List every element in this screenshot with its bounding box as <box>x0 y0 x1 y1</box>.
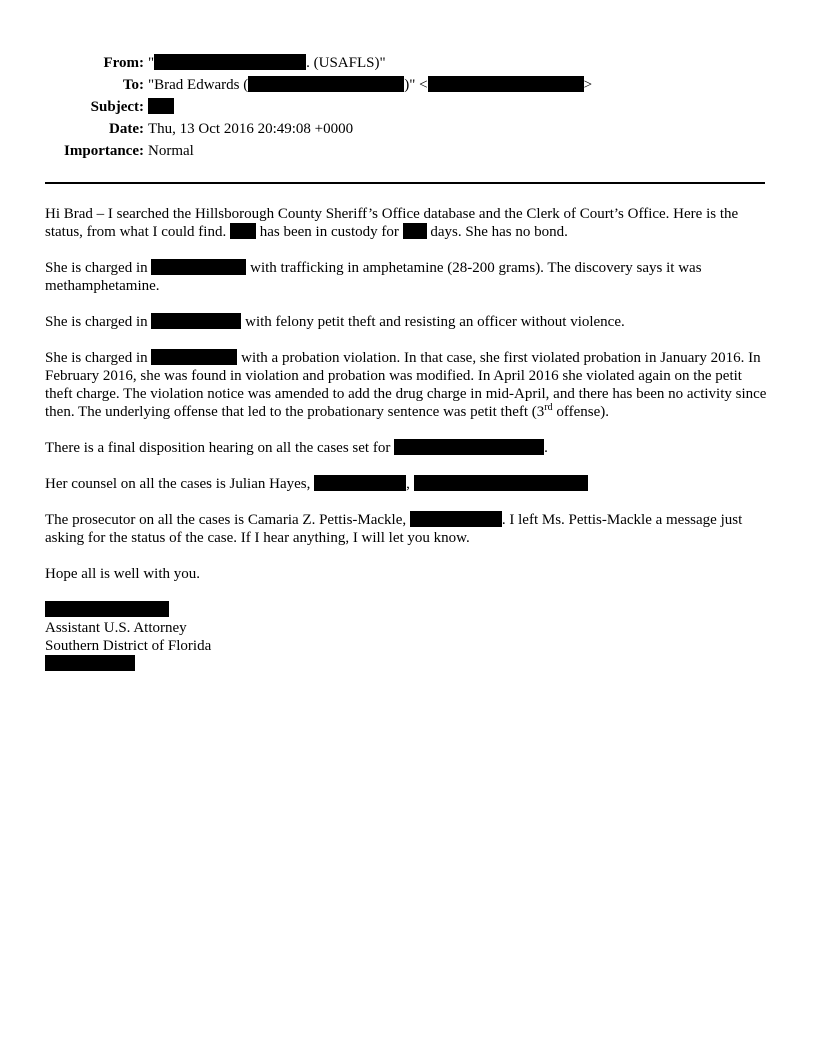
importance-label: Importance: <box>64 143 144 159</box>
paragraph-closing: Hope all is well with you. <box>45 566 200 582</box>
text-segment: with trafficking in amphetamine (28-200 grams). The discovery says it was methamphetamine. <box>45 260 702 294</box>
paragraph-hearing <box>45 439 769 457</box>
redaction-box <box>403 223 427 239</box>
from-value-prefix: " <box>148 55 155 71</box>
text-segment: Her counsel on all the cases is Julian Hayes, <box>45 476 315 492</box>
to-value <box>148 76 592 94</box>
to-label: To: <box>122 77 144 93</box>
from-value <box>148 54 386 72</box>
redaction-box <box>154 54 306 70</box>
redaction-box <box>45 601 169 617</box>
redaction-box <box>151 313 241 329</box>
text-segment: with felony petit theft and resisting an officer without violence. <box>241 314 625 330</box>
text-segment: The prosecutor on all the cases is Camaria Z. Pettis-Mackle, <box>45 512 410 528</box>
paragraph-prosecutor <box>45 511 769 547</box>
redaction-box <box>45 655 135 671</box>
redaction-box <box>148 98 174 114</box>
redaction-box <box>248 76 404 92</box>
text-segment: , <box>406 476 414 492</box>
email-body <box>45 205 769 673</box>
subject-value <box>148 98 174 116</box>
signature-block <box>45 601 769 673</box>
to-value-suffix: > <box>583 77 593 93</box>
redaction-box <box>428 76 584 92</box>
redaction-box <box>314 475 406 491</box>
redaction-box <box>410 511 502 527</box>
redaction-box <box>230 223 256 239</box>
redaction-box <box>394 439 544 455</box>
redaction-box <box>151 349 237 365</box>
subject-row <box>0 98 816 120</box>
redaction-box <box>414 475 588 491</box>
paragraph-charge-theft <box>45 313 769 331</box>
ordinal-superscript: rd <box>544 402 553 413</box>
text-segment: . I left Ms. Pettis-Mackle a message just asking for the status of the case. If I hear anything, I will let you know. <box>45 512 743 546</box>
to-value-middle: )" < <box>404 77 428 93</box>
text-segment: days. She has no bond. <box>426 224 568 240</box>
text-segment: with a probation violation. In that case, she first violated probation in January 2016. In February 2016, she was found in violation and probation was modified. In April 2016 she violated again on the petit theft charge. The violation notice was amended to add the drug charge in mid-April, and there has been no activity since then. The underlying offense that led to the probationary sentence was petit theft (3 <box>45 350 767 420</box>
from-value-suffix: . (USAFLS)" <box>306 55 386 71</box>
paragraph-counsel <box>45 475 769 493</box>
paragraph-status <box>45 205 769 241</box>
importance-value: Normal <box>148 143 194 159</box>
text-segment: She is charged in <box>45 260 152 276</box>
signature-contact <box>45 655 769 673</box>
subject-label: Subject: <box>90 99 144 115</box>
text-segment: has been in custody for <box>255 224 403 240</box>
importance-row <box>0 142 816 164</box>
redaction-box <box>151 259 246 275</box>
paragraph-charge-trafficking <box>45 259 769 295</box>
signature-name <box>45 601 769 619</box>
text-segment: Hi Brad – I searched the Hillsborough County Sheriff’s Office database and the Clerk of Court’s Office. Here is the status, from what I could find. <box>45 206 739 240</box>
paragraph-charge-probation <box>45 349 769 421</box>
date-label: Date: <box>109 121 144 137</box>
email-header <box>0 54 816 164</box>
text-segment: She is charged in <box>45 350 152 366</box>
to-row <box>0 76 816 98</box>
text-segment: She is charged in <box>45 314 152 330</box>
header-divider <box>45 182 765 184</box>
text-segment: There is a final disposition hearing on all the cases set for <box>45 440 395 456</box>
text-segment: offense). <box>552 404 610 420</box>
from-label: From: <box>103 55 144 71</box>
date-value: Thu, 13 Oct 2016 20:49:08 +0000 <box>148 121 354 137</box>
date-row <box>0 120 816 142</box>
signature-office: Southern District of Florida <box>45 638 212 654</box>
from-row <box>0 54 816 76</box>
text-segment: . <box>544 440 548 456</box>
signature-title: Assistant U.S. Attorney <box>45 620 187 636</box>
to-value-prefix: "Brad Edwards ( <box>148 77 249 93</box>
